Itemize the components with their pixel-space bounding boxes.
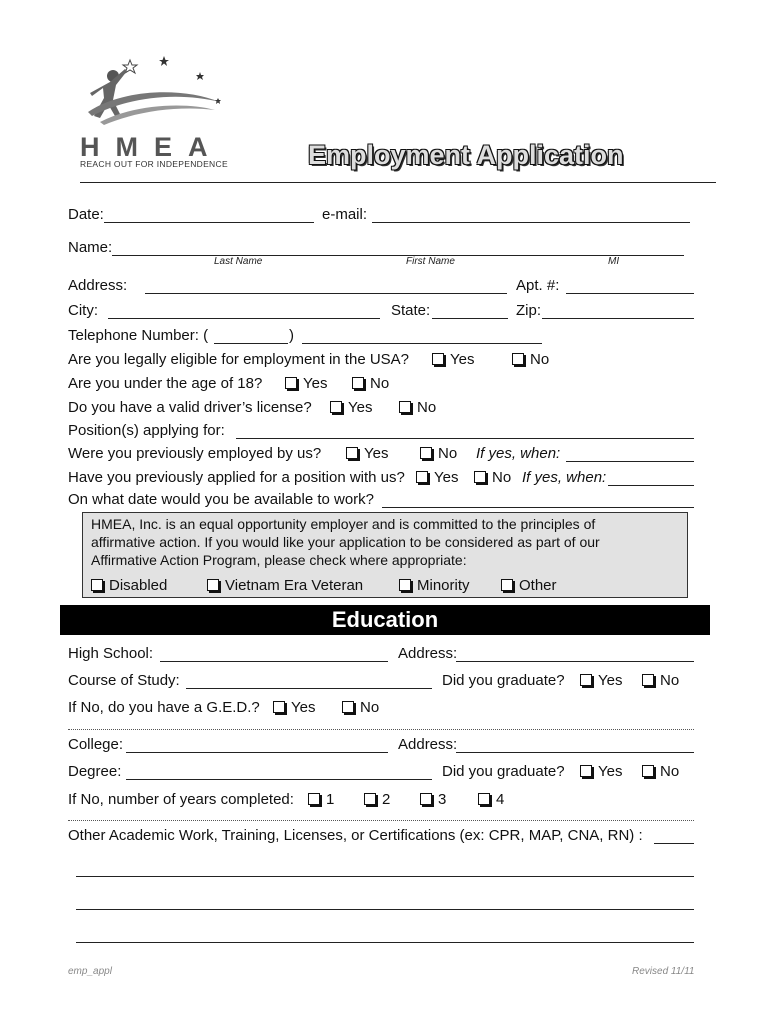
checkbox-icon[interactable] [512, 353, 524, 365]
degree-label: Degree: [68, 763, 122, 780]
college-address-label: Address: [398, 736, 458, 753]
telephone-close: ) [289, 327, 294, 344]
eeo-line-3: Affirmative Action Program, please check where appropriate: [91, 552, 467, 568]
hs-graduate-yes-option[interactable]: Yes [580, 672, 622, 690]
apt-field[interactable] [566, 293, 694, 294]
checkbox-icon[interactable] [285, 377, 297, 389]
prev-applied-question: Have you previously applied for a position with us? [68, 469, 405, 486]
zip-field[interactable] [542, 318, 694, 319]
college-field[interactable] [126, 752, 388, 753]
eligible-no-option[interactable]: No [512, 351, 549, 369]
course-field[interactable] [186, 688, 432, 689]
available-question: On what date would you be available to work? [68, 491, 375, 508]
checkbox-icon[interactable] [642, 674, 654, 686]
city-label: City: [68, 302, 98, 319]
college-graduate-question: Did you graduate? [442, 763, 565, 780]
eeo-option-disabled[interactable]: Disabled [91, 577, 167, 595]
prev-employed-when-label: If yes, when: [476, 445, 561, 462]
footer-revision: Revised 11/11 [632, 966, 695, 977]
telephone-label: Telephone Number: ( [68, 327, 209, 344]
hs-address-field[interactable] [456, 661, 694, 662]
eeo-option-veteran[interactable]: Vietnam Era Veteran [207, 577, 363, 595]
prev-employed-yes-option[interactable]: Yes [346, 445, 388, 463]
checkbox-icon[interactable] [580, 674, 592, 686]
license-question: Do you have a valid driver’s license? [68, 399, 312, 416]
prev-applied-when-label: If yes, when: [522, 469, 607, 486]
college-address-field[interactable] [456, 752, 694, 753]
telephone-field[interactable] [302, 343, 542, 344]
checkbox-icon[interactable] [416, 471, 428, 483]
ged-no-option[interactable]: No [342, 699, 379, 717]
hs-graduate-question: Did you graduate? [442, 672, 565, 689]
name-field[interactable] [112, 255, 684, 256]
name-label: Name: [68, 239, 113, 256]
under18-no-option[interactable]: No [352, 375, 389, 393]
other-academic-label: Other Academic Work, Training, Licenses, or Certifications (ex: CPR, MAP, CNA, RN) : [68, 827, 643, 844]
eeo-option-minority[interactable]: Minority [399, 577, 470, 595]
under18-question: Are you under the age of 18? [68, 375, 263, 392]
checkbox-icon[interactable] [642, 765, 654, 777]
header-divider [80, 182, 716, 183]
checkbox-icon[interactable] [207, 579, 219, 591]
position-label: Position(s) applying for: [68, 422, 225, 439]
years-option-2[interactable]: 2 [364, 791, 390, 809]
eligible-question: Are you legally eligible for employment in the USA? [68, 351, 410, 368]
checkbox-icon[interactable] [273, 701, 285, 713]
checkbox-icon[interactable] [478, 793, 490, 805]
available-field[interactable] [382, 507, 694, 508]
checkbox-icon[interactable] [501, 579, 513, 591]
course-label: Course of Study: [68, 672, 180, 689]
degree-field[interactable] [126, 779, 432, 780]
high-school-field[interactable] [160, 661, 388, 662]
checkbox-icon[interactable] [399, 579, 411, 591]
prev-applied-yes-option[interactable]: Yes [416, 469, 458, 487]
last-name-caption: Last Name [214, 256, 263, 267]
education-header [60, 605, 710, 635]
email-field[interactable] [372, 222, 690, 223]
mi-caption: MI [608, 256, 620, 267]
checkbox-icon[interactable] [364, 793, 376, 805]
logo-tagline: REACH OUT FOR INDEPENDENCE [80, 159, 228, 169]
checkbox-icon[interactable] [399, 401, 411, 413]
ged-yes-option[interactable]: Yes [273, 699, 315, 717]
prev-applied-when-field[interactable] [608, 485, 694, 486]
footer-form-id: emp_appl [68, 966, 112, 977]
first-name-caption: First Name [406, 256, 455, 267]
other-academic-field[interactable] [654, 843, 694, 844]
college-label: College: [68, 736, 124, 753]
other-academic-line-1[interactable] [76, 876, 694, 877]
eeo-line-2: affirmative action. If you would like your application to be considered as part of our [91, 534, 600, 550]
college-graduate-yes-option[interactable]: Yes [580, 763, 622, 781]
eligible-yes-option[interactable]: Yes [432, 351, 474, 369]
years-question: If No, number of years completed: [68, 791, 294, 808]
other-academic-line-3[interactable] [76, 942, 694, 943]
license-yes-option[interactable]: Yes [330, 399, 372, 417]
city-field[interactable] [108, 318, 380, 319]
checkbox-icon[interactable] [352, 377, 364, 389]
email-label: e-mail: [322, 206, 368, 223]
years-option-4[interactable]: 4 [478, 791, 504, 809]
years-option-1[interactable]: 1 [308, 791, 334, 809]
prev-applied-no-option[interactable]: No [474, 469, 511, 487]
section-divider [68, 820, 694, 821]
state-field[interactable] [432, 318, 508, 319]
prev-employed-question: Were you previously employed by us? [68, 445, 322, 462]
position-field[interactable] [236, 438, 694, 439]
checkbox-icon[interactable] [432, 353, 444, 365]
state-label: State: [391, 302, 431, 319]
date-label: Date: [68, 206, 104, 223]
checkbox-icon[interactable] [308, 793, 320, 805]
section-divider [68, 729, 694, 730]
apt-label: Apt. #: [516, 277, 560, 294]
logo-figure-icon [80, 52, 230, 136]
checkbox-icon[interactable] [342, 701, 354, 713]
checkbox-icon[interactable] [330, 401, 342, 413]
address-field[interactable] [145, 293, 507, 294]
checkbox-icon[interactable] [346, 447, 358, 459]
ged-question: If No, do you have a G.E.D.? [68, 699, 260, 716]
date-field[interactable] [104, 222, 314, 223]
license-no-option[interactable]: No [399, 399, 436, 417]
area-code-field[interactable] [214, 343, 288, 344]
prev-employed-when-field[interactable] [566, 461, 694, 462]
checkbox-icon[interactable] [474, 471, 486, 483]
hs-graduate-no-option[interactable]: No [642, 672, 679, 690]
eeo-option-other[interactable]: Other [501, 577, 557, 595]
hs-address-label: Address: [398, 645, 458, 662]
under18-yes-option[interactable]: Yes [285, 375, 327, 393]
zip-label: Zip: [516, 302, 542, 319]
page-title: Employment Application [308, 140, 624, 170]
other-academic-line-2[interactable] [76, 909, 694, 910]
checkbox-icon[interactable] [91, 579, 103, 591]
eeo-statement-box [82, 512, 688, 598]
logo-wordmark: HMEA [80, 132, 224, 162]
eeo-line-1: HMEA, Inc. is an equal opportunity employer and is committed to the principles of [91, 516, 596, 532]
high-school-label: High School: [68, 645, 154, 662]
years-option-3[interactable]: 3 [420, 791, 446, 809]
college-graduate-no-option[interactable]: No [642, 763, 679, 781]
address-label: Address: [68, 277, 128, 294]
checkbox-icon[interactable] [580, 765, 592, 777]
checkbox-icon[interactable] [420, 447, 432, 459]
checkbox-icon[interactable] [420, 793, 432, 805]
education-title: Education [331, 607, 439, 632]
prev-employed-no-option[interactable]: No [420, 445, 457, 463]
